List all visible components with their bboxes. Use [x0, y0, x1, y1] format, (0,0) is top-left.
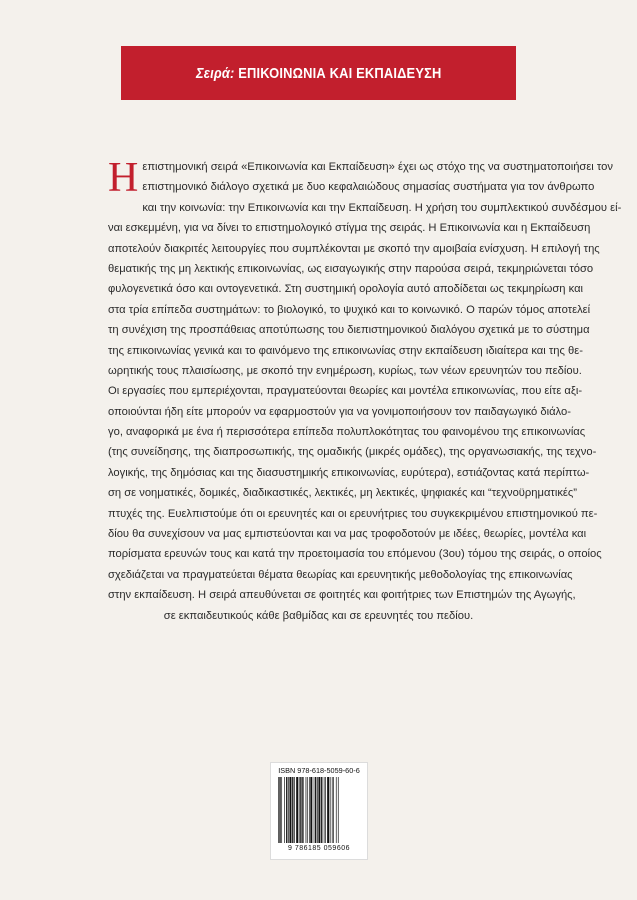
barcode-bar — [324, 777, 325, 843]
text-line: τη συνέχιση της προσπάθειας αποτύπωσης του διεπιστημονικού διαλόγου σχετικά με το σύστημα — [108, 324, 590, 337]
drop-cap: Η — [108, 155, 139, 201]
text-line: σχεδιάζεται να πραγματεύεται θέματα θεωρίας και ερευνητικής μεθοδολογίας της επικοινωνίας — [108, 568, 573, 581]
barcode-bar — [302, 777, 303, 843]
barcode-bar — [314, 777, 315, 843]
barcode-bar — [336, 777, 337, 843]
barcode-bar — [315, 777, 316, 843]
text-line: επιστημονική σειρά «Επικοινωνία και Εκπαίδευση» έχει ως στόχο της να συστηματοποιήσει τον — [142, 161, 613, 173]
series-description — [108, 155, 622, 646]
series-banner — [121, 46, 516, 100]
text-line: σε εκπαιδευτικούς κάθε βαθμίδας και σε ερευνητές του πεδίου. — [163, 609, 474, 622]
barcode-bar — [289, 777, 291, 843]
barcode-bar — [294, 777, 295, 843]
text-line: της επικοινωνίας γενικά και το φαινόμενο της επικοινωνίας στην εκπαίδευση ιδιαίτερα και της θε- — [108, 344, 583, 357]
barcode-bar — [321, 777, 322, 843]
text-line: λογικής, της δημόσιας και της διασυστημικής επικοινωνίας, ευρύτερα), εστιάζοντας κατά περίπτω- — [108, 466, 590, 479]
barcode-bar — [307, 777, 308, 843]
barcode-bar — [281, 777, 282, 843]
text-line: επιστημονικό διάλογο σχετικά με δυο κεφαλαιώδους σημασίας συστήματα για τον άνθρωπο — [142, 181, 595, 194]
barcode-bar — [299, 777, 300, 843]
barcode-bar — [317, 777, 318, 843]
text-line: ση σε νοηματικές, δομικές, διαδικαστικές, λεκτικές, μη λεκτικές, ψηφιακές και “τεχνοϋρηματικές” — [108, 487, 578, 500]
text-line: θεματικής της μη λεκτικής επικοινωνίας, ως εισαγωγικής στην παρούσα σειρά, τεκμηριώνεται τόσο — [108, 262, 594, 275]
barcode-bar — [306, 777, 307, 843]
text-line: δίου θα συνεχίσουν να μας εμπιστεύονται και να μας τροφοδοτούν με ιδέες, θεωρίες, μοντέλα και — [108, 528, 587, 541]
text-line: πτυχές της. Ευελπιστούμε ότι οι ερευνητές και οι ερευνήτριες του συγκεκριμένου επιστημονικού πε- — [108, 507, 598, 520]
barcode-bar — [318, 777, 320, 843]
text-line: πορίσματα ερευνών τους και κατά την προετοιμασία του επόμενου (3ου) τόμου της σειράς, ο οποίος — [108, 548, 602, 561]
barcode-bar — [286, 777, 287, 843]
barcode-bar — [288, 777, 289, 843]
isbn-label: ISBN 978-618-5059-60-6 — [278, 766, 360, 775]
barcode-bar — [333, 777, 334, 843]
barcode-bars — [278, 777, 360, 843]
barcode-bar — [325, 777, 326, 843]
barcode-bar — [330, 777, 331, 843]
text-line: Οι εργασίες που εμπεριέχονται, πραγματεύονται θεωρίες και μοντέλα επικοινωνίας, που είτε αξι- — [108, 385, 583, 398]
text-line: (της συνείδησης, της διαπροσωπικής, της ομαδικής (μικρές ομάδες), της οργανωσιακής, της τεχνο- — [108, 446, 597, 459]
text-line: αποτελούν διακριτές λειτουργίες που συμπλέκονται με σκοπό την αμοιβαία ενίσχυση. Η επιλογή της — [108, 242, 600, 255]
text-line: οποιούνται ήδη είτε μπορούν να εφαρμοστούν για να γονιμοποιήσουν τον παιδαγωγικό διάλο- — [108, 405, 571, 418]
text-line — [108, 626, 529, 646]
barcode-bar — [284, 777, 285, 843]
barcode-bar — [279, 777, 280, 843]
barcode-bar — [338, 777, 339, 843]
text-line: στα τρία επίπεδα συστημάτων: το βιολογικό, το ψυχικό και το κοινωνικό. Ο παρών τόμος αποτελεί — [108, 303, 591, 316]
text-line: στην εκπαίδευση. Η σειρά απευθύνεται σε φοιτητές και φοιτήτριες των Επιστημών της Αγωγής, — [108, 589, 576, 602]
barcode-bar — [332, 777, 333, 843]
series-label: Σειρά: — [195, 64, 235, 82]
barcode-bar — [278, 777, 279, 843]
barcode-bar — [300, 777, 301, 843]
barcode-bar — [296, 777, 298, 843]
barcode-bar — [310, 777, 312, 843]
text-line: ωρητικής τους πλαισίωσης, με σκοπό την ενημέρωση, κυρίως, των νέων ερευνητών του πεδίου. — [108, 364, 582, 377]
isbn-barcode — [270, 762, 368, 860]
text-line: ναι εσκεμμένη, για να δίνει το επιστημολογικό στίγμα της σειράς. Η Επικοινωνία και η Εκπαίδευση — [108, 222, 591, 235]
text-line: και την κοινωνία: την Επικοινωνία και την Εκπαίδευση. Η χρήση του συμπλεκτικού συνδέσμου εί- — [142, 201, 622, 214]
barcode-bar — [327, 777, 329, 843]
text-line: γο, αναφορικά με ένα ή περισσότερα επίπεδα πολυπλοκότητας του φαινομένου της επικοινωνίας — [108, 426, 586, 439]
series-title: ΕΠΙΚΟΙΝΩΝΙΑ ΚΑΙ ΕΚΠΑΙΔΕΥΣΗ — [238, 64, 442, 82]
text-line: φυλογενετικά όσο και οντογενετικά. Στη συστημική ορολογία αυτό αποδίδεται ως τεκμηρίωση και — [108, 283, 584, 296]
series-banner-text — [196, 65, 442, 82]
barcode-bar — [292, 777, 293, 843]
barcode-digits: 9 786185 059606 — [288, 845, 350, 852]
barcode-bar — [309, 777, 310, 843]
